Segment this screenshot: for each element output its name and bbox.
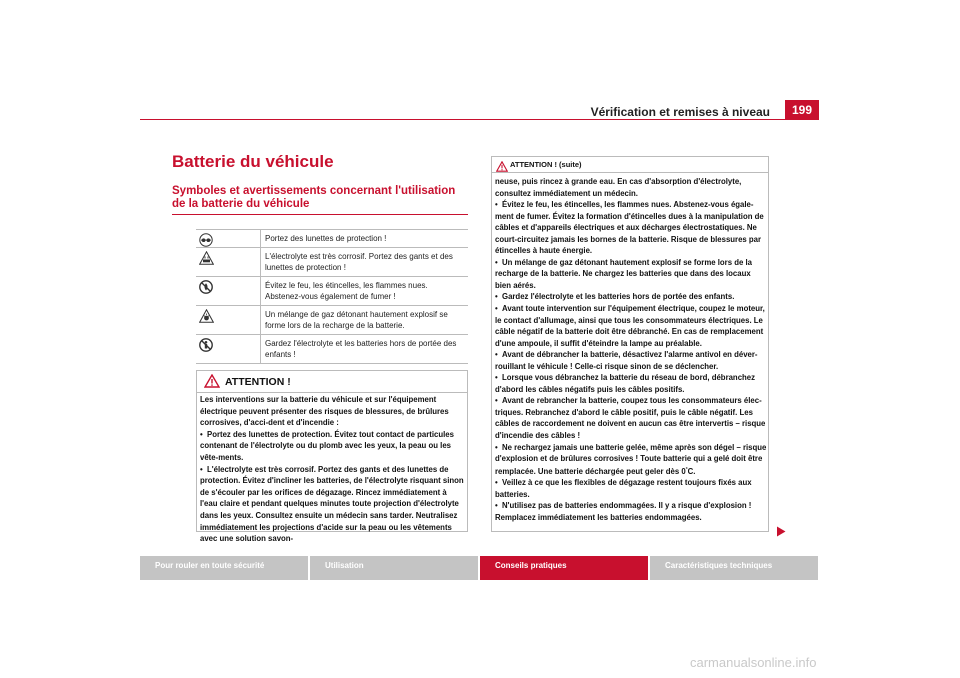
warning-bullet: • Un mélange de gaz détonant hautement explosif se forme lors de la recharge de la batterie. Ne chargez les batteries que dans des locaux bien aérés. xyxy=(495,257,752,290)
bullet-icon: • xyxy=(495,396,498,406)
warning-continued-label: ATTENTION ! (suite) xyxy=(510,160,582,169)
warning-box xyxy=(196,370,468,544)
bullet-icon: • xyxy=(495,442,498,452)
bullet-icon: • xyxy=(495,478,498,488)
warning-bullet: • Ne rechargez jamais une batterie gelée, même après son dégel – risque d'explosion et de brûlures corrosives ! Toute batterie qui a gelé doit être remplacée. Une batterie déchargée peut geler dès 0°C. xyxy=(495,442,767,476)
section-title: Batterie du véhicule xyxy=(172,152,334,171)
symbol-row xyxy=(196,335,468,364)
warning-body xyxy=(200,394,464,545)
warning-bullet: • Lorsque vous débranchez la batterie du réseau de bord, débranchez d'abord les câbles négatifs puis les câbles positifs. xyxy=(495,373,756,394)
warning-bullet: • Avant de rebrancher la batterie, coupez tous les consommateurs élec-triques. Rebranchez d'abord le câble positif, puis le câble négatif. Les câbles de raccordement ne doivent en aucun cas être intervertis – risque d'incendie des câbles ! xyxy=(495,396,766,441)
symbol-text: Un mélange de gaz détonant hautement explosif se forme lors de la recharge de la batterie. xyxy=(260,306,468,334)
symbol-row xyxy=(196,248,468,277)
bullet-icon: • xyxy=(495,373,498,383)
bullet-icon: • xyxy=(495,350,498,360)
watermark: carmanualsonline.info xyxy=(690,655,817,670)
tab-technical-specs[interactable]: Caractéristiques techniques xyxy=(650,556,818,580)
subsection-rule xyxy=(172,214,468,215)
page-number: 199 xyxy=(785,100,819,120)
warning-label: ATTENTION ! xyxy=(225,376,291,388)
warning-header xyxy=(197,371,467,393)
tab-safety[interactable]: Pour rouler en toute sécurité xyxy=(140,556,308,580)
warning-bullet: • Portez des lunettes de protection. Évitez tout contact de particules contenant de l'électrolyte ou du plomb avec les yeux, la peau ou les vête-ments. xyxy=(200,429,454,462)
symbol-text: Portez des lunettes de protection ! xyxy=(260,230,468,247)
bullet-icon: • xyxy=(495,200,498,210)
warning-bullet: • L'électrolyte est très corrosif. Portez des gants et des lunettes de protection. Évitez d'incliner les batteries, de l'électrolyte risquant sinon de s'écouler par les orifices de dégazage. Rincez immédiatement à l'eau claire et pendant quelques minutes toute projection d'électrolyte dans les yeux. Consultez ensuite un médecin sans tarder. Neutralisez immédiatement les projections d'acide sur la peau ou les vêtements avec une solution savon- xyxy=(200,464,464,544)
symbol-text: Gardez l'électrolyte et les batteries hors de portée des enfants ! xyxy=(260,335,468,363)
keep-away-children-icon xyxy=(196,335,260,363)
warning-continuation: neuse, puis rincez à grande eau. En cas d'absorption d'électrolyte, consultez immédiatement un médecin. xyxy=(495,177,742,198)
tab-usage[interactable]: Utilisation xyxy=(310,556,478,580)
bullet-icon: • xyxy=(495,501,498,511)
no-fire-icon xyxy=(196,277,260,305)
warning-bullet: • Veillez à ce que les flexibles de dégazage restent toujours fixés aux batteries. xyxy=(495,478,752,499)
symbol-text: Évitez le feu, les étincelles, les flammes nues. Abstenez-vous également de fumer ! xyxy=(260,277,468,305)
symbol-row xyxy=(196,277,468,306)
warning-continued-box xyxy=(491,156,769,532)
subsection-title: Symboles et avertissements concernant l'utilisation de la batterie du véhicule xyxy=(172,185,456,210)
symbols-table xyxy=(196,229,468,364)
symbol-row xyxy=(196,306,468,335)
warning-intro: Les interventions sur la batterie du véhicule et sur l'équipement électrique peuvent présenter des risques de blessures, de brûlures corrosives, d'acci-dent et d'incendie : xyxy=(200,395,449,428)
bullet-icon: • xyxy=(495,257,498,267)
bullet-icon: • xyxy=(495,292,498,302)
symbol-row xyxy=(196,230,468,248)
warning-triangle-icon xyxy=(496,159,508,177)
bullet-icon: • xyxy=(495,304,498,314)
bullet-icon: • xyxy=(200,429,203,439)
bullet-icon: • xyxy=(200,464,203,474)
header-rule xyxy=(140,119,819,120)
corrosive-icon xyxy=(196,248,260,276)
warning-bullet: • Avant toute intervention sur l'équipement électrique, coupez le moteur, le contact d'allumage, ainsi que tous les consommateurs électriques. Le câble négatif de la batterie doit être débranché. En cas de remplacement d'une ampoule, il suffit d'éteindre la lampe au préalable. xyxy=(495,304,765,348)
warning-bullet: • Gardez l'électrolyte et les batteries hors de portée des enfants. xyxy=(495,292,735,302)
warning-triangle-icon xyxy=(204,374,220,393)
warning-bullet: • Évitez le feu, les étincelles, les flammes nues. Abstenez-vous égale-ment de fumer. Évitez la formation d'étincelles dues à la manipulation de câbles et d'appareils électriques et aux décharges électrostatiques. Ne court-circuitez jamais les bornes de la batterie. Risque de blessures par étincelles à haute énergie. xyxy=(495,200,764,256)
safety-goggles-icon xyxy=(196,230,260,247)
warning-continued-body xyxy=(495,176,767,523)
warning-bullet: • Avant de débrancher la batterie, désactivez l'alarme antivol en déver-rouillant le véhicule ! Celle-ci risque sinon de se déclencher. xyxy=(495,350,758,371)
warning-continued-header xyxy=(492,157,768,173)
symbol-text: L'électrolyte est très corrosif. Portez des gants et des lunettes de protection ! xyxy=(260,248,468,276)
running-title: Vérification et remises à niveau xyxy=(590,105,770,119)
degree-sign: ° xyxy=(685,466,688,473)
explosive-icon xyxy=(196,306,260,334)
degree-unit: C. xyxy=(687,466,696,476)
next-page-arrow-icon[interactable] xyxy=(776,524,786,542)
footer-tabs xyxy=(140,556,820,580)
tab-practical-tips[interactable]: Conseils pratiques xyxy=(480,556,648,580)
warning-bullet: • N'utilisez pas de batteries endommagées. Il y a risque d'explosion ! Remplacez immédiatement les batteries endommagées. xyxy=(495,501,752,522)
